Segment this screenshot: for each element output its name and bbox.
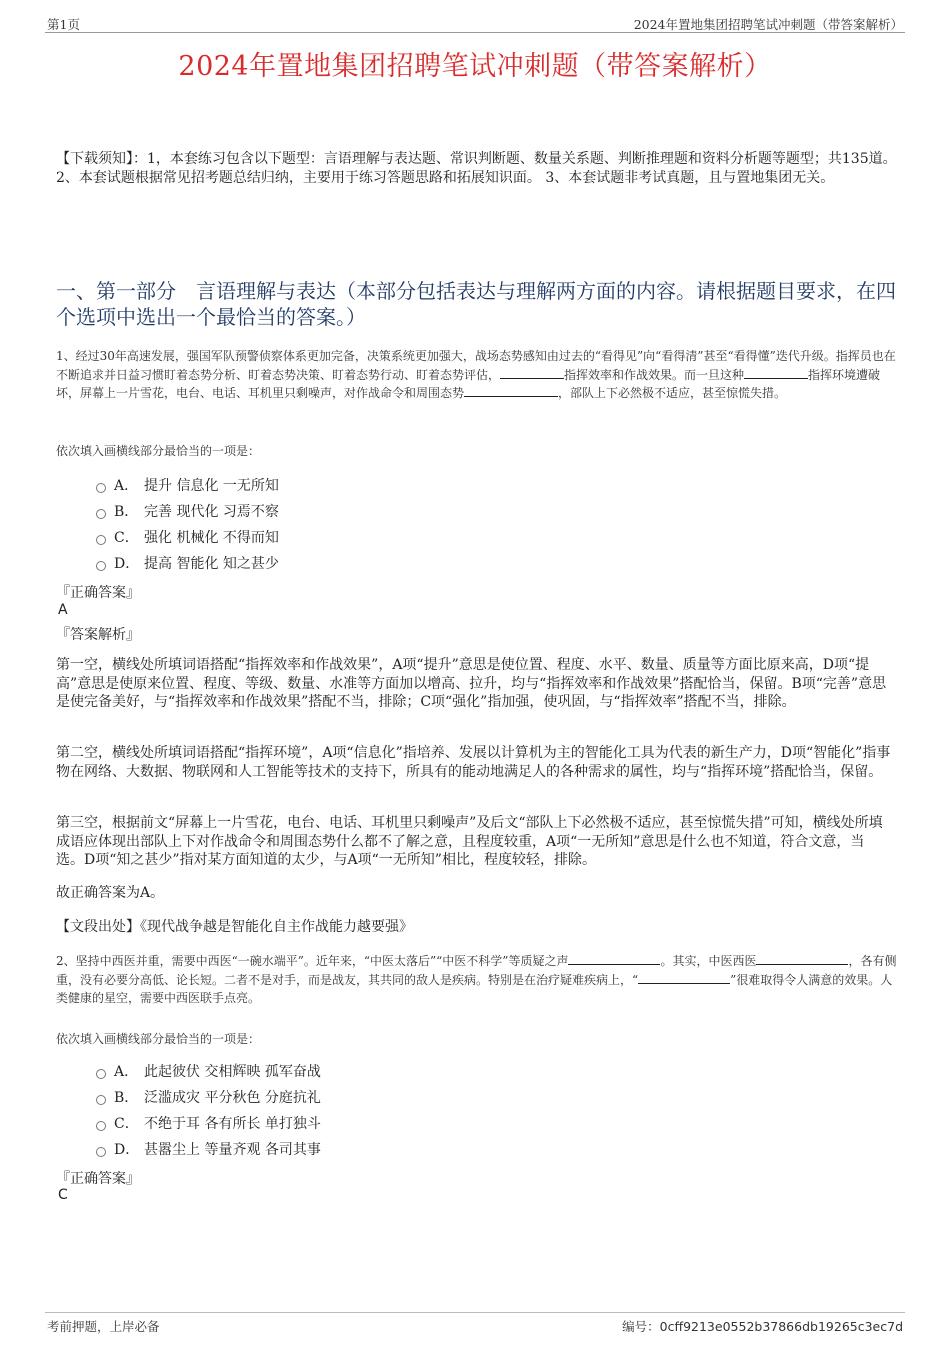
question-2-answer-label: 『正确答案』	[56, 1171, 140, 1187]
question-1-option-b[interactable]: B． 完善 现代化 习焉不察	[96, 498, 279, 524]
question-2-answer: C	[58, 1187, 68, 1203]
question-1-conclusion: 故正确答案为A。	[56, 885, 165, 901]
page-number: 第1页	[47, 17, 80, 32]
page-header	[45, 14, 905, 33]
question-1-blank-1	[500, 366, 564, 379]
question-2-blank-2	[756, 952, 848, 965]
question-1-analysis-paragraph: 第二空，横线处所填词语搭配“指挥环境”，A项“信息化”指培养、发展以计算机为主的智能化工具为代表的新生产力，D项“智能化”指事物在网络、大数据、物联网和人工智能等技术的支持下，所具有的能动地满足人的各种需求的属性，均与“指挥环境”搭配恰当，保留。	[56, 745, 891, 780]
question-2-prompt: 依次填入画横线部分最恰当的一项是：	[56, 1032, 261, 1046]
footer-code: 编号：0cff9213e0552b37866db19265c3ec7d	[622, 1319, 903, 1334]
question-1-blank-3	[464, 384, 558, 397]
radio-icon[interactable]	[96, 535, 106, 545]
radio-icon[interactable]	[96, 483, 106, 493]
question-1-prompt: 依次填入画横线部分最恰当的一项是：	[56, 444, 261, 458]
document-title: 2024年置地集团招聘笔试冲刺题（带答案解析）	[178, 51, 772, 82]
question-2-text: 2、坚持中西医并重，需要中西医“一碗水端平”。近年来，“中医太落后”“中医不科学”等质疑之声 。其实，中医西医 ，各有侧重，没有必要分高低、论长短。二者不是对手，而是战友，其共同的敌人是疾病。特别是在治疗疑难疾病上，“ ”很难取得令人满意的效果。人类健康的星空，需要中西医联手点亮。	[56, 954, 897, 1005]
question-1-option-a[interactable]: A． 提升 信息化 一无所知	[96, 472, 279, 498]
question-1-source: 【文段出处】《现代战争越是智能化自主作战能力越要强》	[56, 919, 413, 935]
question-1-analysis-paragraph: 第三空，根据前文“屏幕上一片雪花，电台、电话、耳机里只剩噪声”及后文“部队上下必然极不适应，甚至惊慌失措”可知，横线处所填成语应体现出部队上下对作战命令和周围态势什么都不了解之意，且程度较重，A项“一无所知”意思是什么也不知道，符合文意，当选。D项“知之甚少”指对某方面知道的太少，与A项“一无所知”相比，程度较轻，排除。	[56, 815, 883, 868]
question-2-blank-1	[568, 952, 660, 965]
question-1-options	[96, 472, 279, 576]
question-1-answer: A	[58, 602, 68, 618]
radio-icon[interactable]	[96, 1069, 106, 1079]
page-footer	[45, 1312, 905, 1333]
download-notice: 【下载须知】：1，本套练习包含以下题型：言语理解与表达题、常识判断题、数量关系题、判断推理题和资料分析题等题型；共135道。 2、本套试题根据常见招考题总结归纳，主要用于练习答题思路和拓展知识面。 3、本套试题非考试真题，且与置地集团无关。	[56, 151, 897, 186]
question-1-answer-label: 『正确答案』	[56, 585, 140, 601]
radio-icon[interactable]	[96, 561, 106, 571]
question-2-options	[96, 1058, 321, 1162]
question-2-option-b[interactable]: B． 泛滥成灾 平分秋色 分庭抗礼	[96, 1084, 321, 1110]
question-1-analysis-label: 『答案解析』	[56, 627, 140, 643]
question-1-blank-2	[744, 366, 808, 379]
question-2-option-c[interactable]: C． 不绝于耳 各有所长 单打独斗	[96, 1110, 321, 1136]
radio-icon[interactable]	[96, 1147, 106, 1157]
question-1-analysis-paragraph: 第一空，横线处所填词语搭配“指挥效率和作战效果”，A项“提升”意思是使位置、程度、水平、数量、质量等方面比原来高，D项“提高”意思是使原来位置、程度、等级、数量、水准等方面加以增高、拉升，均与“指挥效率和作战效果”搭配恰当，保留。B项“完善”意思是使完备美好，与“指挥效率和作战效果”搭配不当，排除；C项“强化”指加强，使巩固，与“指挥效率”搭配不当，排除。	[56, 657, 887, 710]
radio-icon[interactable]	[96, 1121, 106, 1131]
question-2-blank-3	[638, 971, 730, 984]
question-1-option-d[interactable]: D． 提高 智能化 知之甚少	[96, 550, 279, 576]
header-doc-title: 2024年置地集团招聘笔试冲刺题（带答案解析）	[633, 17, 903, 32]
question-2-option-a[interactable]: A． 此起彼伏 交相辉映 孤军奋战	[96, 1058, 321, 1084]
footer-slogan: 考前押题，上岸必备	[47, 1319, 160, 1334]
radio-icon[interactable]	[96, 509, 106, 519]
question-1-text: 1、经过30年高速发展，强国军队预警侦察体系更加完备，决策系统更加强大，战场态势感知由过去的“看得见”向“看得清”甚至“看得懂”迭代升级。指挥员也在不断追求并日益习惯盯着态势分析、盯着态势决策、盯着态势行动、盯着态势评估， 指挥效率和作战效果。而一旦这种 指挥环境遭破坏，屏幕上一片雪花，电台、电话、耳机里只剩噪声，对作战命令和周围态势 ，部队上下必然极不适应，甚至惊慌失措。	[56, 349, 896, 400]
question-2-option-d[interactable]: D． 甚嚣尘上 等量齐观 各司其事	[96, 1136, 321, 1162]
section-title: 一、第一部分 言语理解与表达（本部分包括表达与理解两方面的内容。请根据题目要求，在四个选项中选出一个最恰当的答案。）	[56, 279, 896, 329]
radio-icon[interactable]	[96, 1095, 106, 1105]
document-code: 0cff9213e0552b37866db19265c3ec7d	[659, 1319, 903, 1334]
question-1-option-c[interactable]: C． 强化 机械化 不得而知	[96, 524, 279, 550]
